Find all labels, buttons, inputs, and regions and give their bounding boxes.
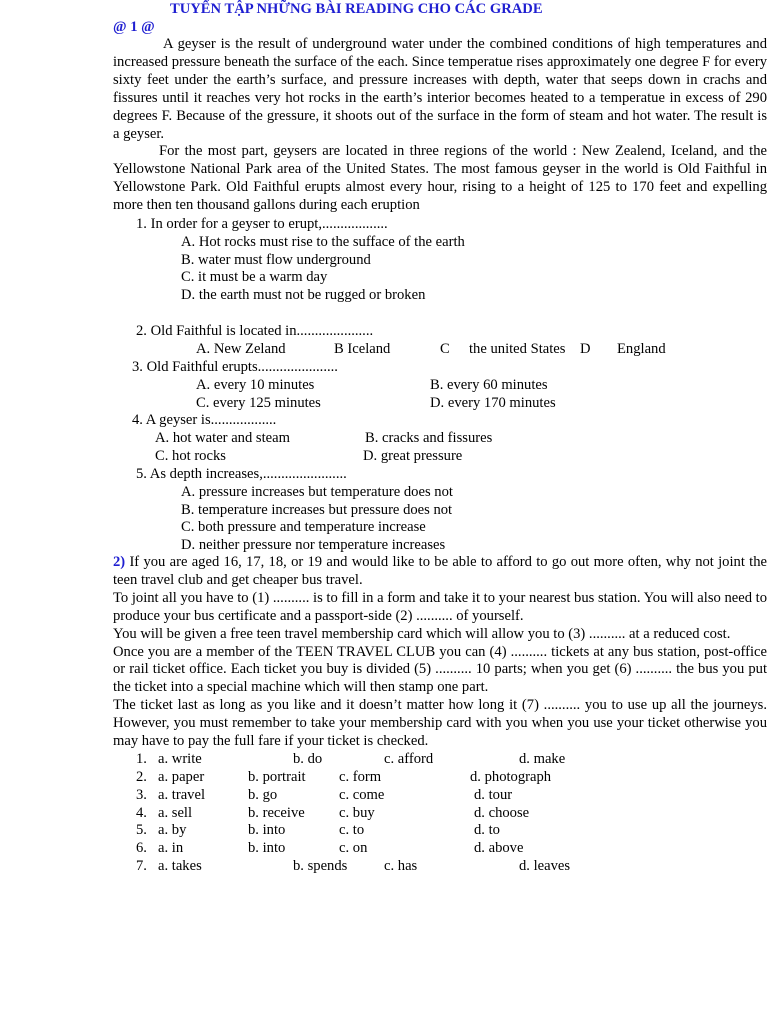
- answer-row-1-a: a. write: [158, 751, 202, 767]
- answer-row-6-b: b. into: [248, 840, 286, 856]
- question-1-option-a: A. Hot rocks must rise to the sufface of the earth: [181, 234, 465, 250]
- answer-row-1-b: b. do: [293, 751, 323, 767]
- answer-row-2-number: 2.: [136, 769, 147, 785]
- answer-row-2-b: b. portrait: [248, 769, 306, 785]
- answer-row-4-a: a. sell: [158, 805, 193, 821]
- passage-1-paragraph-1: A geyser is the result of underground water under the combined conditions of high temperatures and increased pressure beneath the surface of the each. Since temperatue rises approximately one degree F for every sixty feet under the earth’s surface, and pressure increases with depth, water that seeps down in crachs and fissures until it reaches very hot rocks in the earth’s interior becomes heated to a temperatue in excess of 290 degrees F. Because of the gressure, it shoots out of the surface in the form of steam and hot water. The result is a geyser.: [113, 36, 767, 142]
- passage-2-paragraph-2: You will be given a free teen travel membership card which will allow you to (3) .......... at a reduced cost.: [113, 625, 731, 642]
- question-2-option-c-letter: C: [440, 341, 450, 357]
- question-1: 1. In order for a geyser to erupt,..................: [136, 216, 388, 232]
- passage-2-paragraph-1: To joint all you have to (1) .......... is to fill in a form and take it to your nearest bus station. You will also need to produce your bus certificate and a passport-side (2) .......... of yourself.: [113, 589, 767, 624]
- question-5-option-d: D. neither pressure nor temperature increases: [181, 537, 446, 553]
- question-5-option-b: B. temperature increases but pressure does not: [181, 502, 453, 518]
- answer-row-3-c: c. come: [339, 787, 385, 803]
- answer-row-2-c: c. form: [339, 769, 382, 785]
- question-4-option-a: A. hot water and steam: [155, 430, 290, 446]
- question-1-option-b: B. water must flow underground: [181, 252, 371, 268]
- question-2: 2. Old Faithful is located in.....................: [136, 323, 374, 339]
- question-5-option-c: C. both pressure and temperature increase: [181, 519, 426, 535]
- question-3-option-a: A. every 10 minutes: [196, 377, 315, 393]
- question-3: 3. Old Faithful erupts......................: [132, 359, 338, 375]
- answer-row-7-d: d. leaves: [519, 858, 571, 874]
- section-2-marker: 2): [113, 554, 126, 570]
- answer-row-1-number: 1.: [136, 751, 147, 767]
- question-4-option-b: B. cracks and fissures: [365, 430, 493, 446]
- answer-row-4-b: b. receive: [248, 805, 305, 821]
- question-3-option-d: D. every 170 minutes: [430, 395, 556, 411]
- question-5-option-a: A. pressure increases but temperature does not: [181, 484, 453, 500]
- answer-row-7-c: c. has: [384, 858, 418, 874]
- question-4-option-c: C. hot rocks: [155, 448, 226, 464]
- answer-row-3-b: b. go: [248, 787, 278, 803]
- answer-row-5-d: d. to: [474, 822, 500, 838]
- question-3-option-b: B. every 60 minutes: [430, 377, 548, 393]
- question-2-option-b: B Iceland: [334, 341, 391, 357]
- question-2-option-d: England: [617, 341, 666, 357]
- answer-row-5-number: 5.: [136, 822, 147, 838]
- passage-1-paragraph-2: For the most part, geysers are located in three regions of the world : New Zealend, Iceland, and the Yellowstone National Park area of the United States. The most famous geyser in the world is Old Faithful in Yellowstone Park. Old Faithful erupts almost every hour, rising to a height of 125 to 170 feet and expelling more then ten thousand gallons during each eruption: [113, 143, 767, 214]
- answer-row-2-a: a. paper: [158, 769, 205, 785]
- answer-row-5-a: a. by: [158, 822, 187, 838]
- answer-row-6-a: a. in: [158, 840, 184, 856]
- question-2-option-a: A. New Zeland: [196, 341, 286, 357]
- answer-row-5-c: c. to: [339, 822, 365, 838]
- answer-row-3-d: d. tour: [474, 787, 513, 803]
- question-1-option-c: C. it must be a warm day: [181, 269, 328, 285]
- answer-row-1-c: c. afford: [384, 751, 434, 767]
- answer-row-4-number: 4.: [136, 805, 147, 821]
- answer-row-4-c: c. buy: [339, 805, 375, 821]
- answer-row-1-d: d. make: [519, 751, 566, 767]
- question-4: 4. A geyser is..................: [132, 412, 277, 428]
- section-1-marker: @ 1 @: [113, 19, 155, 35]
- answer-row-4-d: d. choose: [474, 805, 530, 821]
- passage-2: [113, 554, 767, 751]
- answer-row-6-c: c. on: [339, 840, 368, 856]
- passage-2-intro-text: If you are aged 16, 17, 18, or 19 and would like to be able to afford to go out more often, why not joint the teen travel club and get cheaper bus travel.: [113, 554, 767, 588]
- answer-row-6-d: d. above: [474, 840, 524, 856]
- answer-row-6-number: 6.: [136, 840, 147, 856]
- passage-2-paragraph-4: The ticket last as long as you like and it doesn’t matter how long it (7) .......... you to use up all the journeys. However, you must remember to take your membership card with you when you use your ticket otherwise you may have to pay the full fare if your ticket is checked.: [113, 697, 767, 750]
- answer-row-7-b: b. spends: [293, 858, 348, 874]
- question-1-option-d: D. the earth must not be rugged or broken: [181, 287, 426, 303]
- answer-row-3-a: a. travel: [158, 787, 205, 803]
- question-4-option-d: D. great pressure: [363, 448, 463, 464]
- answer-row-7-number: 7.: [136, 858, 147, 874]
- question-3-option-c: C. every 125 minutes: [196, 395, 321, 411]
- question-2-option-c: the united States: [469, 341, 566, 357]
- answer-row-3-number: 3.: [136, 787, 147, 803]
- question-5: 5. As depth increases,.......................: [136, 466, 347, 482]
- answer-row-2-d: d. photograph: [470, 769, 552, 785]
- passage-2-intro: [113, 554, 767, 590]
- page-title: TUYỂN TẬP NHỮNG BÀI READING CHO CÁC GRADE: [170, 1, 543, 17]
- answer-row-7-a: a. takes: [158, 858, 202, 874]
- passage-2-paragraph-3: Once you are a member of the TEEN TRAVEL CLUB you can (4) .......... tickets at any bus station, post-office or rail ticket office. Each ticket you buy is divided (5) .......... 10 parts; when you get (6) .......... the bus you put the ticket into a special machine which will then stamp one part.: [113, 643, 767, 696]
- question-2-option-d-letter: D: [580, 341, 591, 357]
- answer-row-5-b: b. into: [248, 822, 286, 838]
- passage-1: [113, 36, 767, 215]
